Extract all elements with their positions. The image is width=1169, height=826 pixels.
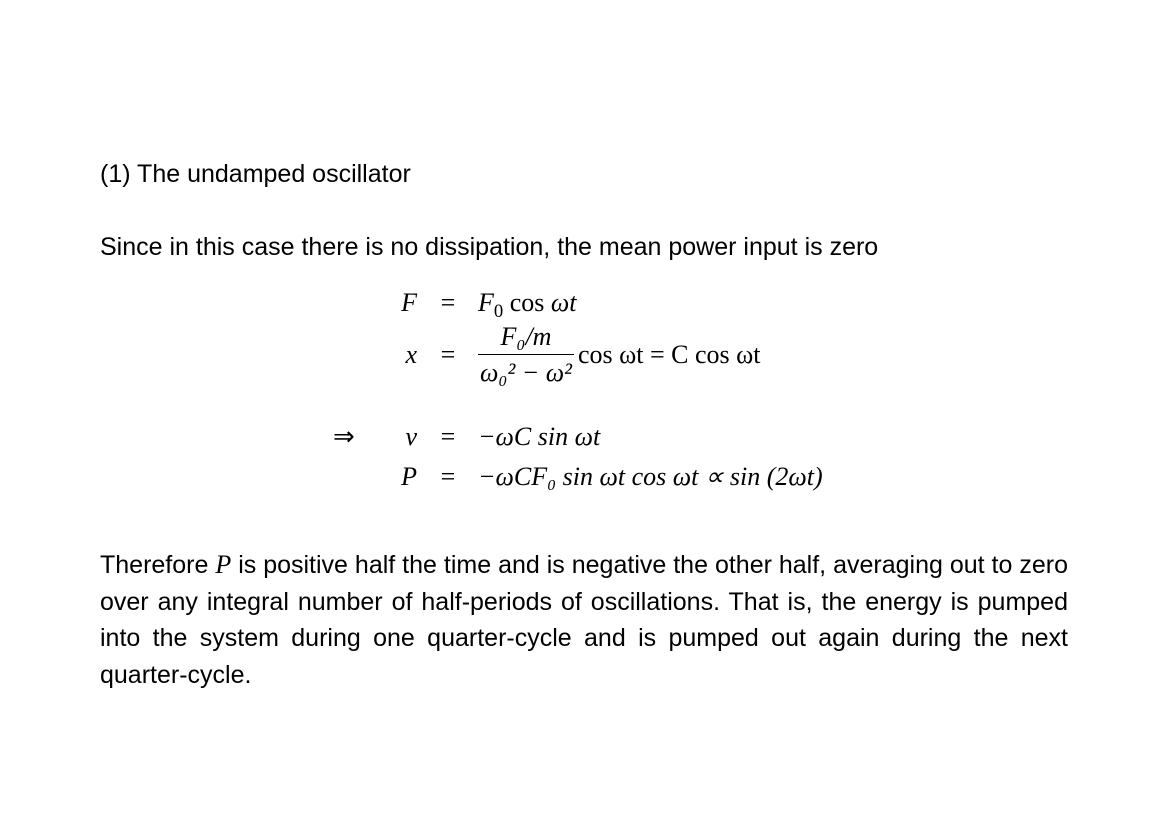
paragraph-symbol-P: P bbox=[215, 550, 232, 579]
intro-sentence: Since in this case there is no dissipation, the mean power input is zero bbox=[100, 233, 879, 261]
eq3-lhs: v bbox=[405, 422, 417, 451]
section-heading: (1) The undamped oscillator bbox=[100, 160, 411, 188]
eq1-rhs-cos: cos bbox=[503, 288, 551, 317]
eq1-rhs-subscript: 0 bbox=[493, 300, 504, 322]
explanation-paragraph bbox=[100, 547, 1068, 693]
eq2-equals: = bbox=[440, 340, 456, 369]
eq2-fraction bbox=[478, 320, 574, 391]
eq4-lhs: P bbox=[401, 462, 417, 491]
eq1-rhs-symbol: F bbox=[478, 288, 494, 317]
eq4-rhs: −ωCF₀ sin ωt cos ωt ∝ sin (2ωt) bbox=[478, 462, 823, 491]
eq1-equals: = bbox=[440, 288, 456, 317]
eq1-lhs: F bbox=[401, 288, 417, 317]
eq4-equals: = bbox=[440, 462, 456, 491]
eq3-rhs: −ωC sin ωt bbox=[478, 422, 601, 451]
eq2-rhs-tail: cos ωt = C cos ωt bbox=[578, 340, 761, 369]
eq3-equals: = bbox=[440, 422, 456, 451]
paragraph-body: is positive half the time and is negative the other half, averaging out to zero over any integral number of half-periods of oscillations. That is, the energy is pumped into the system during one quarter-cycle and is pumped out again during the next quarter-cycle. bbox=[100, 551, 1068, 689]
implies-arrow: ⇒ bbox=[333, 422, 355, 451]
eq2-numerator: F₀/m bbox=[500, 322, 552, 351]
eq2-lhs: x bbox=[405, 340, 417, 369]
eq2-denominator: ω₀² − ω² bbox=[480, 358, 572, 387]
eq1-rhs bbox=[478, 288, 577, 322]
paragraph-lead: Therefore bbox=[100, 551, 216, 579]
eq1-rhs-arg: ωt bbox=[550, 288, 577, 317]
